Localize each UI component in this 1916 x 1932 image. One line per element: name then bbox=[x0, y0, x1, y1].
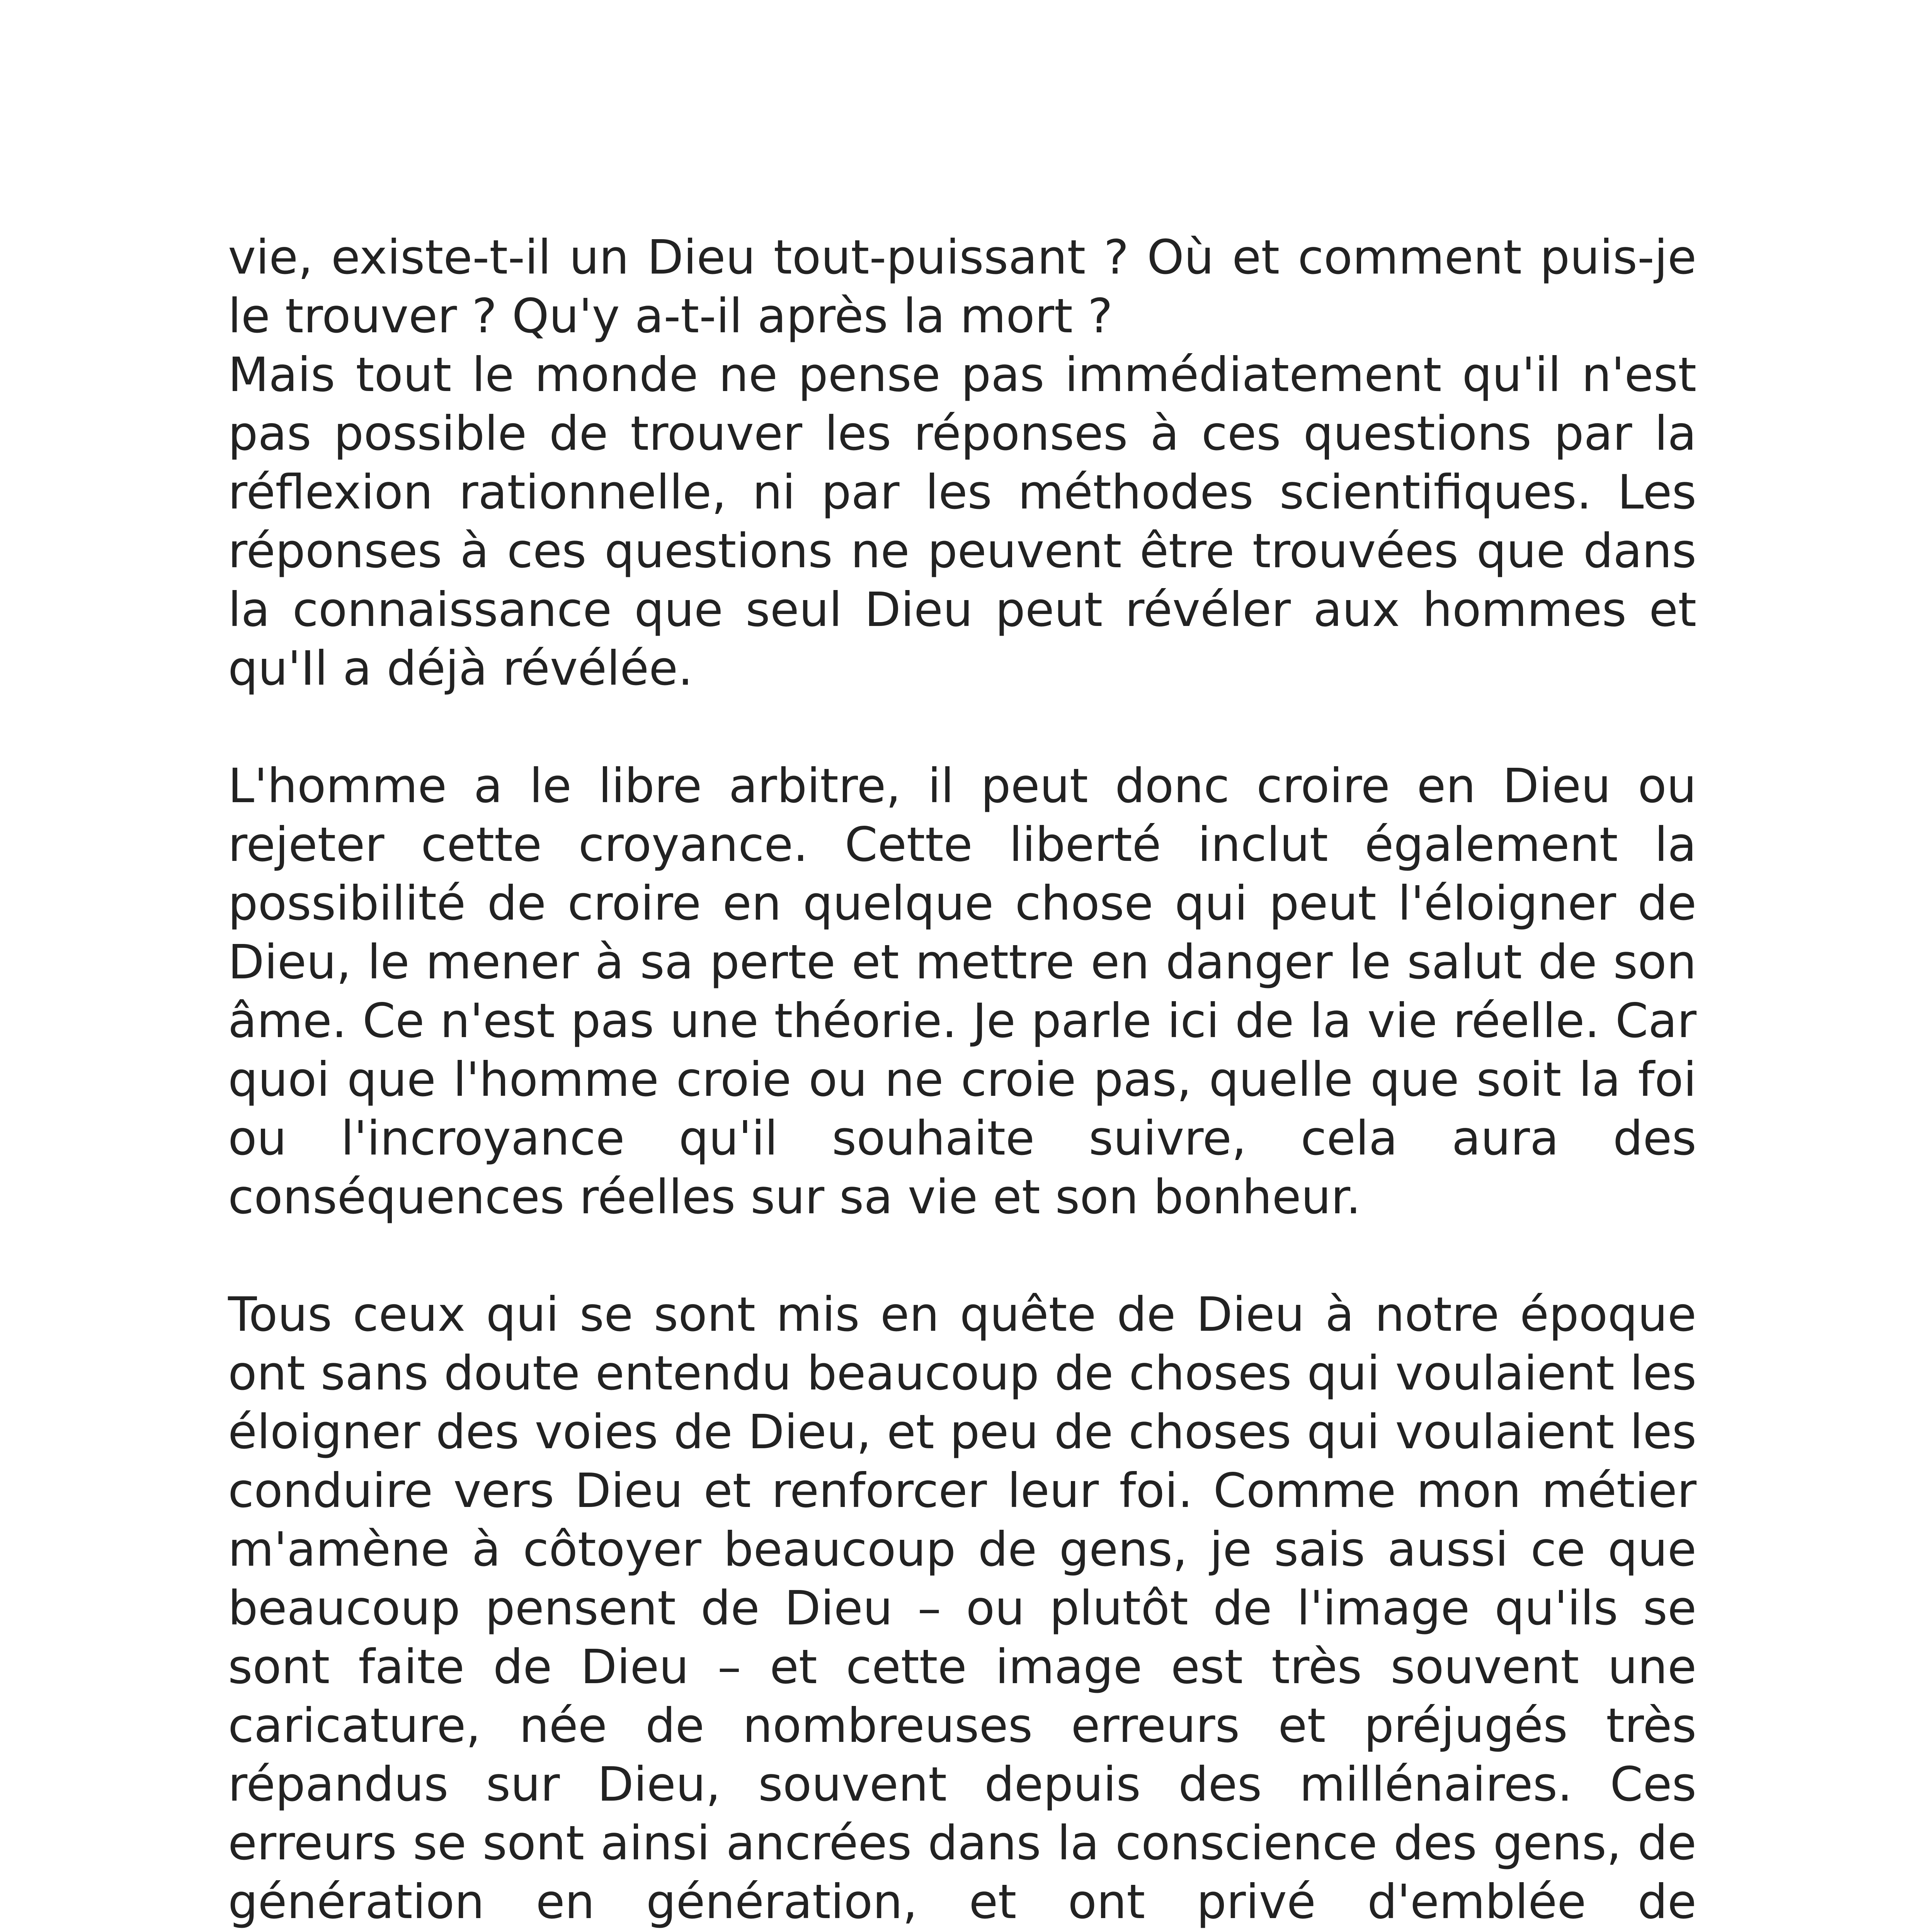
paragraph-2: Mais tout le monde ne pense pas immédiatement qu'il n'est pas possible de trouver les réponses à ces questions par la réflexion rationnelle, ni par les méthodes scientifiques. Les réponses à ces questions ne peuvent être trouvées que dans la connaissance que seul Dieu peut révéler aux hommes et qu'Il a déjà révélée. bbox=[228, 347, 1696, 696]
paragraph-3: L'homme a le libre arbitre, il peut donc croire en Dieu ou rejeter cette croyance. Cette liberté inclut également la possibilité de croire en quelque chose qui peut l'éloigner de Dieu, le mener à sa perte et mettre en danger le salut de son âme. Ce n'est pas une théorie. Je parle ici de la vie réelle. Car quoi que l'homme croie ou ne croie pas, quelle que soit la foi ou l'incroyance qu'il souhaite suivre, cela aura des conséquences réelles sur sa vie et son bonheur. bbox=[228, 759, 1696, 1225]
body-text bbox=[228, 228, 1696, 1932]
paragraph-1: vie, existe-t-il un Dieu tout-puissant ? Où et comment puis-je le trouver ? Qu'y a-t-il après la mort ? bbox=[228, 230, 1696, 344]
paragraph-4: Tous ceux qui se sont mis en quête de Dieu à notre époque ont sans doute entendu beaucoup de choses qui voulaient les éloigner des voies de Dieu, et peu de choses qui voulaient les conduire vers Dieu et renforcer leur foi. Comme mon métier m'amène à côtoyer beaucoup de gens, je sais aussi ce que beaucoup pensent de Dieu – ou plutôt de l'image qu'ils se sont faite de Dieu – et cette image est très souvent une caricature, née de nombreuses erreurs et préjugés très répandus sur Dieu, souvent depuis des millénaires. Ces erreurs se sont ainsi ancrées dans la conscience des gens, de génération en génération, et ont privé d'emblée de bbox=[228, 1287, 1696, 1929]
